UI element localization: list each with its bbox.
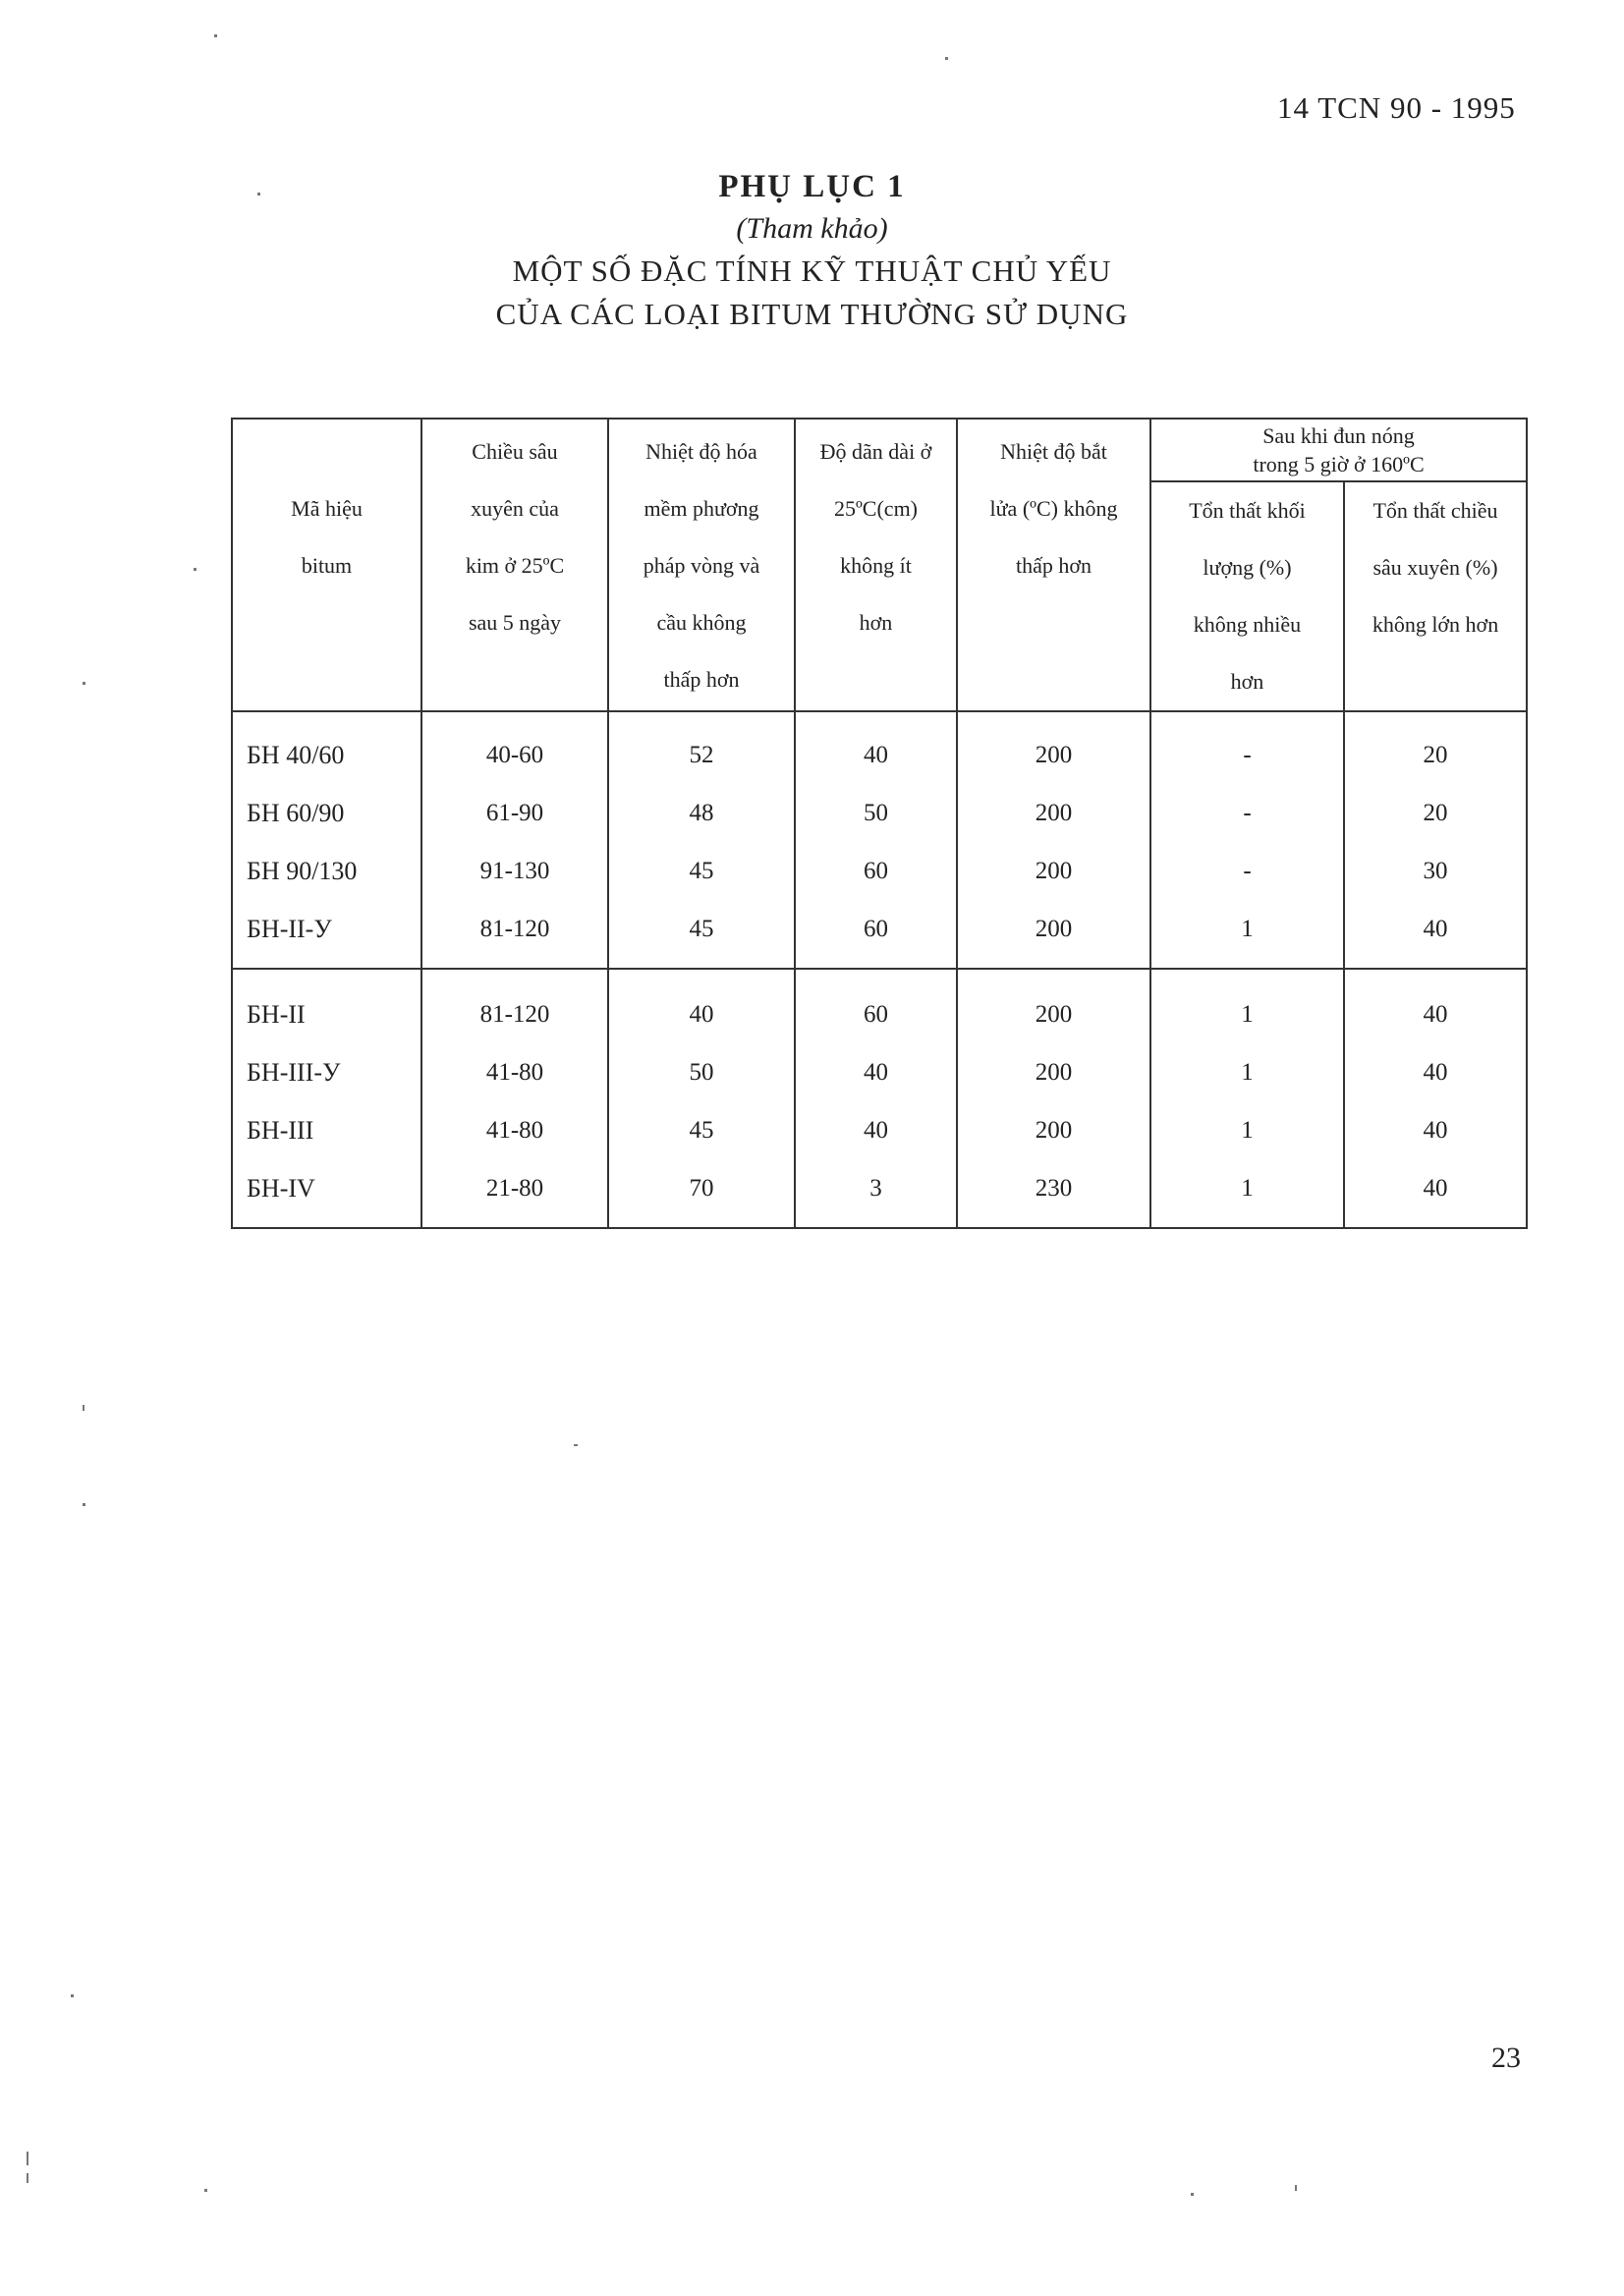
penetration-column: 81-120 41-80 41-80 21-80 [421, 969, 608, 1228]
ductility-column: 60 40 40 3 [795, 969, 957, 1228]
softening-point-header: Nhiệt độ hóa mềm phương pháp vòng và cầu không thấp hơn [608, 419, 795, 711]
scan-speck [83, 1405, 84, 1411]
scan-speck [194, 568, 196, 571]
scan-speck [204, 2189, 207, 2192]
grade-header: Mã hiệu bitum [232, 419, 421, 711]
scan-speck [83, 682, 85, 685]
after-heating-group-header: Sau khi đun nóng trong 5 giờ ở 160ºC [1150, 419, 1527, 481]
flash-point-column: 200 200 200 200 [957, 711, 1150, 969]
mass-loss-column: 1 1 1 1 [1150, 969, 1344, 1228]
grade-column: БН-II БН-III-У БН-III БН-IV [232, 969, 421, 1228]
scan-speck [945, 57, 948, 60]
table-row-group-2 [232, 969, 1527, 1228]
table-row-group-1 [232, 711, 1527, 969]
penetration-column: 40-60 61-90 91-130 81-120 [421, 711, 608, 969]
bitumen-spec-table [231, 418, 1528, 1229]
scan-speck [27, 2152, 28, 2165]
penetration-loss-column: 20 20 30 40 [1344, 711, 1527, 969]
main-title-line-2: CỦA CÁC LOẠI BITUM THƯỜNG SỬ DỤNG [495, 297, 1129, 331]
grade-column: БН 40/60 БН 60/90 БН 90/130 БН-II-У [232, 711, 421, 969]
scan-speck [214, 34, 217, 37]
penetration-header: Chiều sâu xuyên của kim ở 25ºC sau 5 ngày [421, 419, 608, 711]
scan-speck [574, 1444, 578, 1446]
appendix-title: PHỤ LỤC 1 [718, 169, 906, 204]
mass-loss-column: - - - 1 [1150, 711, 1344, 969]
title-block [0, 165, 1624, 336]
reference-note: (Tham khảo) [736, 212, 888, 245]
scan-speck [71, 1994, 74, 1997]
scan-speck [83, 1503, 85, 1506]
ductility-column: 40 50 60 60 [795, 711, 957, 969]
flash-point-column: 200 200 200 230 [957, 969, 1150, 1228]
penetration-loss-header: Tổn thất chiều sâu xuyên (%) không lớn hơn [1344, 481, 1527, 711]
scan-speck [257, 193, 260, 196]
page-number: 23 [1491, 2042, 1521, 2074]
softening-point-column: 52 48 45 45 [608, 711, 795, 969]
penetration-loss-column: 40 40 40 40 [1344, 969, 1527, 1228]
mass-loss-header: Tổn thất khối lượng (%) không nhiều hơn [1150, 481, 1344, 711]
flash-point-header: Nhiệt độ bắt lửa (ºC) không thấp hơn [957, 419, 1150, 711]
scan-speck [1191, 2193, 1194, 2196]
scan-speck [27, 2173, 28, 2183]
scan-speck [1295, 2185, 1297, 2191]
softening-point-column: 40 50 45 70 [608, 969, 795, 1228]
header-row-1 [232, 419, 1527, 481]
document-code: 14 TCN 90 - 1995 [1277, 90, 1516, 125]
ductility-header: Độ dãn dài ở 25ºC(cm) không ít hơn [795, 419, 957, 711]
main-title-line-1: MỘT SỐ ĐẶC TÍNH KỸ THUẬT CHỦ YẾU [512, 253, 1112, 288]
